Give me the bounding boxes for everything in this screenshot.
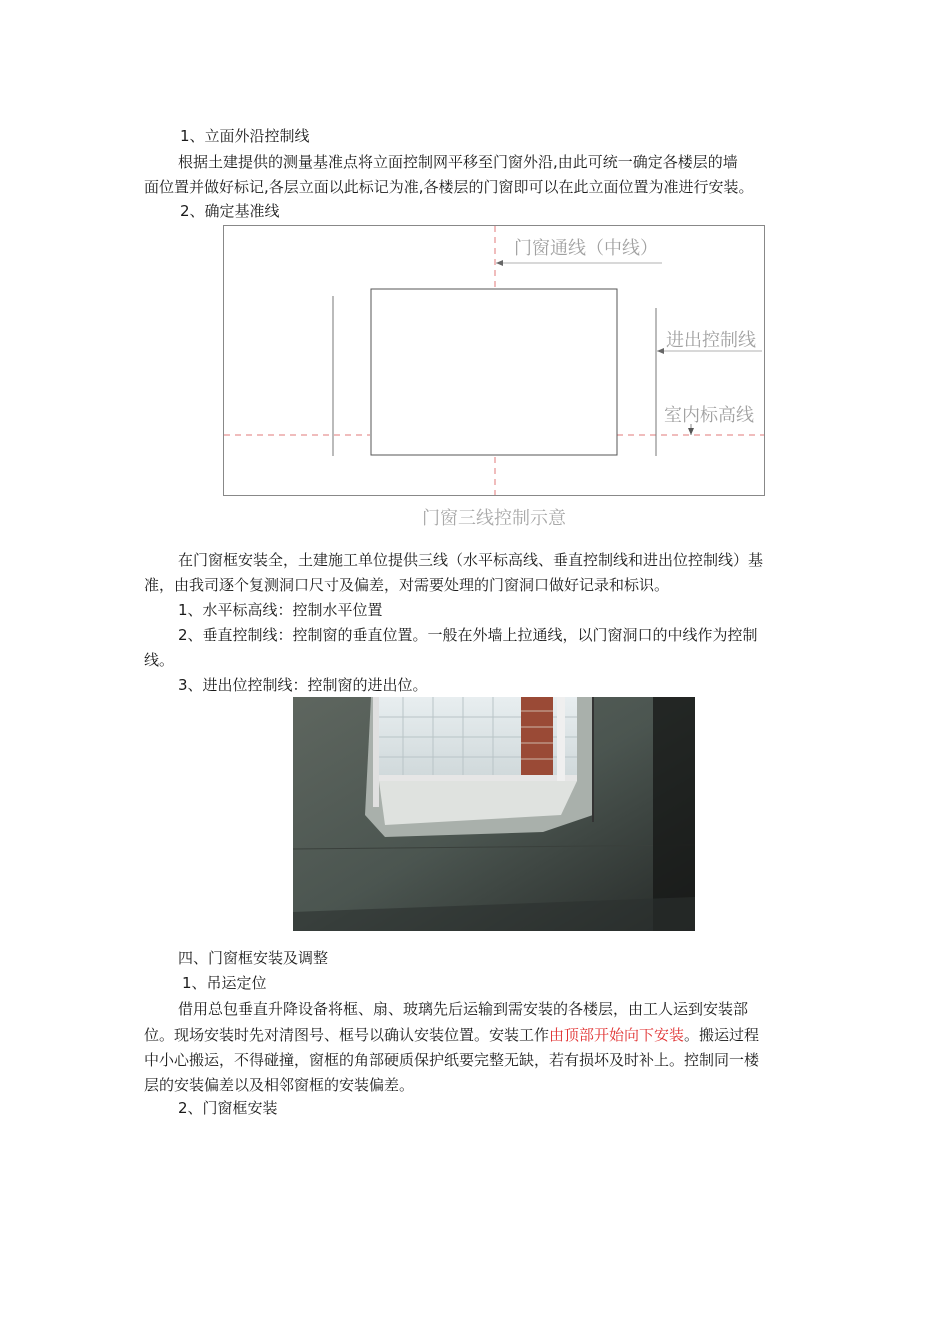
paragraph-line: 在门窗框安装全，土建施工单位提供三线（水平标高线、垂直控制线和进出位控制线）基 bbox=[178, 551, 764, 569]
diagram-caption: 门窗三线控制示意 bbox=[422, 508, 566, 529]
paragraph-line: 面位置并做好标记,各层立面以此标记为准,各楼层的门窗即可以在此立面位置为准进行安装。 bbox=[144, 178, 754, 196]
sub-heading-hoist-position: 1、吊运定位 bbox=[182, 974, 267, 992]
section-heading-baseline: 2、确定基准线 bbox=[180, 202, 280, 220]
list-item: 1、水平标高线：控制水平位置 bbox=[178, 601, 383, 619]
paragraph-line: 层的安装偏差以及相邻窗框的安装偏差。 bbox=[144, 1076, 415, 1094]
text-segment: 位。现场安装时先对清图号、框号以确认安装位置。安装工作 bbox=[144, 1026, 550, 1044]
highlight-text: 由顶部开始向下安装 bbox=[549, 1026, 685, 1044]
window-opening-rect bbox=[371, 289, 617, 455]
label-center-line: 门窗通线（中线） bbox=[514, 238, 658, 259]
paragraph-line: 中小心搬运，不得碰撞，窗框的角部硬质保护纸要完整无缺，若有损坏及时补上。控制同一楼 bbox=[144, 1051, 760, 1069]
sub-heading-frame-install: 2、门窗框安装 bbox=[178, 1099, 278, 1117]
paragraph-line: 准，由我司逐个复测洞口尺寸及偏差，对需要处理的门窗洞口做好记录和标识。 bbox=[144, 576, 670, 594]
label-inout-line: 进出控制线 bbox=[666, 330, 756, 351]
list-item-continuation: 线。 bbox=[144, 651, 175, 669]
section-heading-install-adjust: 四、门窗框安装及调整 bbox=[178, 949, 329, 967]
paragraph-line: 根据土建提供的测量基准点将立面控制网平移至门窗外沿,由此可统一确定各楼层的墙 bbox=[178, 153, 738, 171]
list-item: 3、进出位控制线：控制窗的进出位。 bbox=[178, 676, 428, 694]
text-segment: 。搬运过程 bbox=[684, 1026, 760, 1044]
list-item: 2、垂直控制线：控制窗的垂直位置。一般在外墙上拉通线，以门窗洞口的中线作为控制 bbox=[178, 626, 758, 644]
section-heading-facade-control-line: 1、立面外沿控制线 bbox=[180, 127, 310, 145]
three-line-control-diagram bbox=[222, 224, 766, 532]
paragraph-line-with-highlight bbox=[144, 1025, 759, 1045]
window-frame-photo bbox=[293, 697, 695, 931]
paragraph-line: 借用总包垂直升降设备将框、扇、玻璃先后运输到需安装的各楼层，由工人运到安装部 bbox=[178, 1000, 749, 1018]
label-indoor-elevation-line: 室内标高线 bbox=[664, 405, 754, 426]
